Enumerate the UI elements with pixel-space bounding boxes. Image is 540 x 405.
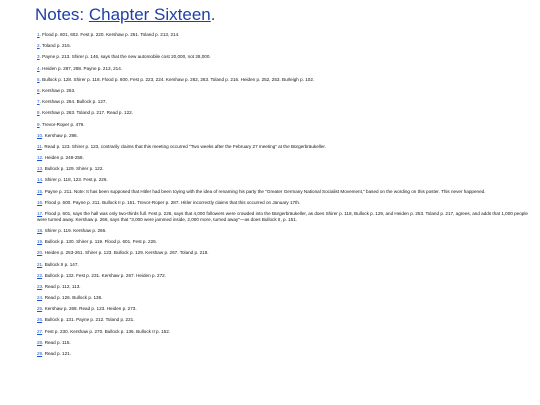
note-number-period: .	[39, 65, 43, 71]
note-number-period: .	[42, 351, 45, 357]
note-number-period: .	[42, 283, 45, 289]
note-number-link[interactable]: 1	[37, 32, 40, 37]
note-number-link[interactable]: 9	[37, 121, 40, 127]
note-text: Bullock p. 130. Shirer p. 119. Flood p. 601. Fest p. 226.	[44, 239, 157, 245]
note-item	[37, 155, 528, 161]
note-item	[37, 211, 528, 223]
note-number-link[interactable]: 26	[37, 317, 43, 323]
note-number-period: .	[42, 199, 45, 205]
note-item	[37, 351, 528, 357]
note-number-link[interactable]: 7	[37, 99, 40, 105]
note-text: Kershaw p. 263.	[42, 87, 76, 93]
note-number-link[interactable]: 17	[37, 211, 43, 216]
note-text: Kershaw p. 263. Toland p. 217. Read p. 122.	[42, 110, 133, 116]
note-number-link[interactable]: 19	[37, 239, 43, 245]
note-text: Toland p. 215.	[42, 43, 71, 49]
note-text: Shirer p. 118, 123. Fest p. 226.	[44, 177, 108, 183]
note-text: Read p. 115.	[44, 339, 71, 345]
note-text: Heiden p. 253-261. Shirer p. 123. Bullock p. 129. Kershaw p. 267. Toland p. 218.	[44, 250, 209, 256]
note-number-period: .	[39, 110, 43, 116]
note-item	[37, 110, 528, 116]
note-item	[37, 88, 528, 94]
note-number-period: .	[39, 99, 43, 105]
page-title	[35, 4, 528, 26]
note-text: Payne p. 213. Shirer p. 146, says that the new automobile cost 20,000, not 28,000.	[42, 54, 211, 60]
note-number-period: .	[39, 54, 43, 60]
note-text: Shirer p. 119. Kershaw p. 266.	[44, 227, 107, 233]
note-item	[37, 340, 528, 346]
note-number-period: .	[42, 188, 45, 194]
note-item	[37, 77, 528, 83]
note-number-link[interactable]: 6	[37, 87, 40, 93]
note-number-period: .	[42, 295, 45, 301]
note-text: Kershaw p. 268. Read p. 123. Heiden p. 273.	[44, 306, 137, 312]
note-item	[37, 133, 528, 139]
note-text: Fest p. 230. Kershaw p. 270. Bullock p. 136. Bullock II p. 152.	[44, 328, 171, 334]
note-number-period: .	[42, 317, 45, 323]
note-item	[37, 284, 528, 290]
note-number-link[interactable]: 12	[37, 155, 43, 161]
note-text: Flood p. 600. Payne p. 211. Bullock II p. 151. Trevor-Roper p. 287. Hitler incorrectly claims that this occurred on January 17th.	[44, 199, 301, 205]
chapter-link[interactable]: Chapter Sixteen	[88, 5, 211, 24]
note-number-period: .	[42, 227, 45, 233]
note-text: Flood p. 601, 602. Fest p. 220. Kershaw p. 261. Toland p. 213, 214.	[42, 32, 180, 37]
note-item	[37, 144, 528, 150]
title-suffix: .	[210, 5, 216, 24]
notes-list	[37, 32, 528, 357]
note-text: Heiden p. 287, 288. Payne p. 213, 214.	[42, 65, 123, 71]
note-number-period: .	[42, 250, 45, 256]
note-number-link[interactable]: 28	[37, 339, 43, 345]
note-number-link[interactable]: 22	[37, 272, 43, 278]
note-item	[37, 239, 528, 245]
note-number-period: .	[42, 177, 45, 183]
note-text: Heiden p. 248-259.	[44, 155, 84, 161]
note-text: Read p. 112, 113.	[44, 283, 81, 289]
note-number-period: .	[42, 166, 45, 172]
note-number-period: .	[39, 43, 43, 49]
note-number-period: .	[39, 121, 43, 127]
note-number-link[interactable]: 15	[37, 188, 43, 194]
note-text: Flood p. 601, says the hall was only two-thirds full. Fest p. 226, says that 4,000 followers were crowded into the Bürgerbräukeller, as does Shirer p. 118, Bullock p. 129, and Heiden p. 253. Toland p. 217, agrees, and adds that 1,000 people were turned away. Kershaw p. 266, says that "3,000 were jammed inside, 2,000 more, turned away"—as does Bullock II, p. 151.	[37, 211, 528, 222]
note-number-link[interactable]: 20	[37, 250, 43, 256]
note-text: Read p. 123. Shirer p. 123, contrarily claims that this meeting occurred "Two weeks after the February 27 meeting" at the Bürgerbräukeller.	[44, 143, 326, 149]
note-text: Read p. 121.	[44, 351, 71, 357]
note-text: Kershaw p. 298.	[44, 132, 78, 138]
note-text: Payne p. 211. Note: It has been supposed that Hitler had been toying with the idea of renaming his party the "Greater Germany National Socialist Movement," based on the wording on this poster. This never happened.	[44, 188, 486, 194]
note-number-period: .	[42, 272, 45, 278]
title-prefix: Notes:	[35, 5, 89, 24]
note-item	[37, 228, 528, 234]
note-item	[37, 43, 528, 49]
note-number-link[interactable]: 10	[37, 132, 43, 138]
note-number-period: .	[42, 306, 45, 312]
note-number-link[interactable]: 11	[37, 143, 42, 149]
note-item	[37, 262, 528, 268]
note-number-period: .	[39, 76, 43, 82]
note-number-link[interactable]: 24	[37, 295, 43, 301]
note-item	[37, 66, 528, 72]
note-number-period: .	[42, 328, 45, 334]
note-number-link[interactable]: 25	[37, 306, 43, 312]
note-number-link[interactable]: 23	[37, 283, 43, 289]
note-number-period: .	[42, 239, 45, 245]
note-number-period: .	[39, 32, 43, 37]
note-number-period: .	[42, 211, 45, 216]
note-number-link[interactable]: 14	[37, 177, 43, 183]
note-item	[37, 295, 528, 301]
note-number-period: .	[42, 132, 45, 138]
note-item	[37, 32, 528, 38]
note-text: Trevor-Roper p. 479.	[42, 121, 85, 127]
note-item	[37, 273, 528, 279]
note-item	[37, 189, 528, 195]
note-number-link[interactable]: 21	[37, 261, 43, 267]
note-item	[37, 166, 528, 172]
note-number-link[interactable]: 18	[37, 227, 43, 233]
note-number-link[interactable]: 13	[37, 166, 43, 172]
note-number-link[interactable]: 27	[37, 328, 43, 334]
note-number-period: .	[42, 261, 45, 267]
note-number-period: .	[41, 143, 45, 149]
note-item	[37, 306, 528, 312]
note-number-period: .	[39, 87, 43, 93]
note-number-link[interactable]: 3	[37, 54, 40, 60]
note-text: Bullock p. 131. Payne p. 212. Toland p. 221.	[44, 317, 135, 323]
note-text: Bullock II p. 147.	[44, 261, 79, 267]
note-number-link[interactable]: 5	[37, 76, 40, 82]
note-number-link[interactable]: 4	[37, 65, 40, 71]
note-text: Kershaw p. 264. Bullock p. 127.	[42, 99, 107, 105]
note-text: Read p. 126. Bullock p. 136.	[44, 295, 103, 301]
note-item	[37, 54, 528, 60]
note-item	[37, 99, 528, 105]
note-item	[37, 250, 528, 256]
note-item	[37, 122, 528, 128]
note-number-period: .	[42, 339, 45, 345]
note-item	[37, 317, 528, 323]
note-number-link[interactable]: 2	[37, 43, 40, 49]
note-text: Bullock p. 132. Fest p. 231. Kershaw p. 267. Heiden p. 272.	[44, 272, 166, 278]
note-text: Bullock p. 128. Shirer p. 118. Flood p. 600. Fest p. 223, 224. Kershaw p. 262, 263. Toland p. 216. Heiden p. 252, 253. Burleigh p. 102.	[42, 76, 315, 82]
note-number-link[interactable]: 29	[37, 351, 43, 357]
note-number-link[interactable]: 16	[37, 199, 43, 205]
note-item	[37, 177, 528, 183]
note-number-period: .	[42, 155, 45, 161]
note-text: Bullock p. 129. Shirer p. 122.	[44, 166, 104, 172]
note-item	[37, 200, 528, 206]
note-item	[37, 329, 528, 335]
note-number-link[interactable]: 8	[37, 110, 40, 116]
